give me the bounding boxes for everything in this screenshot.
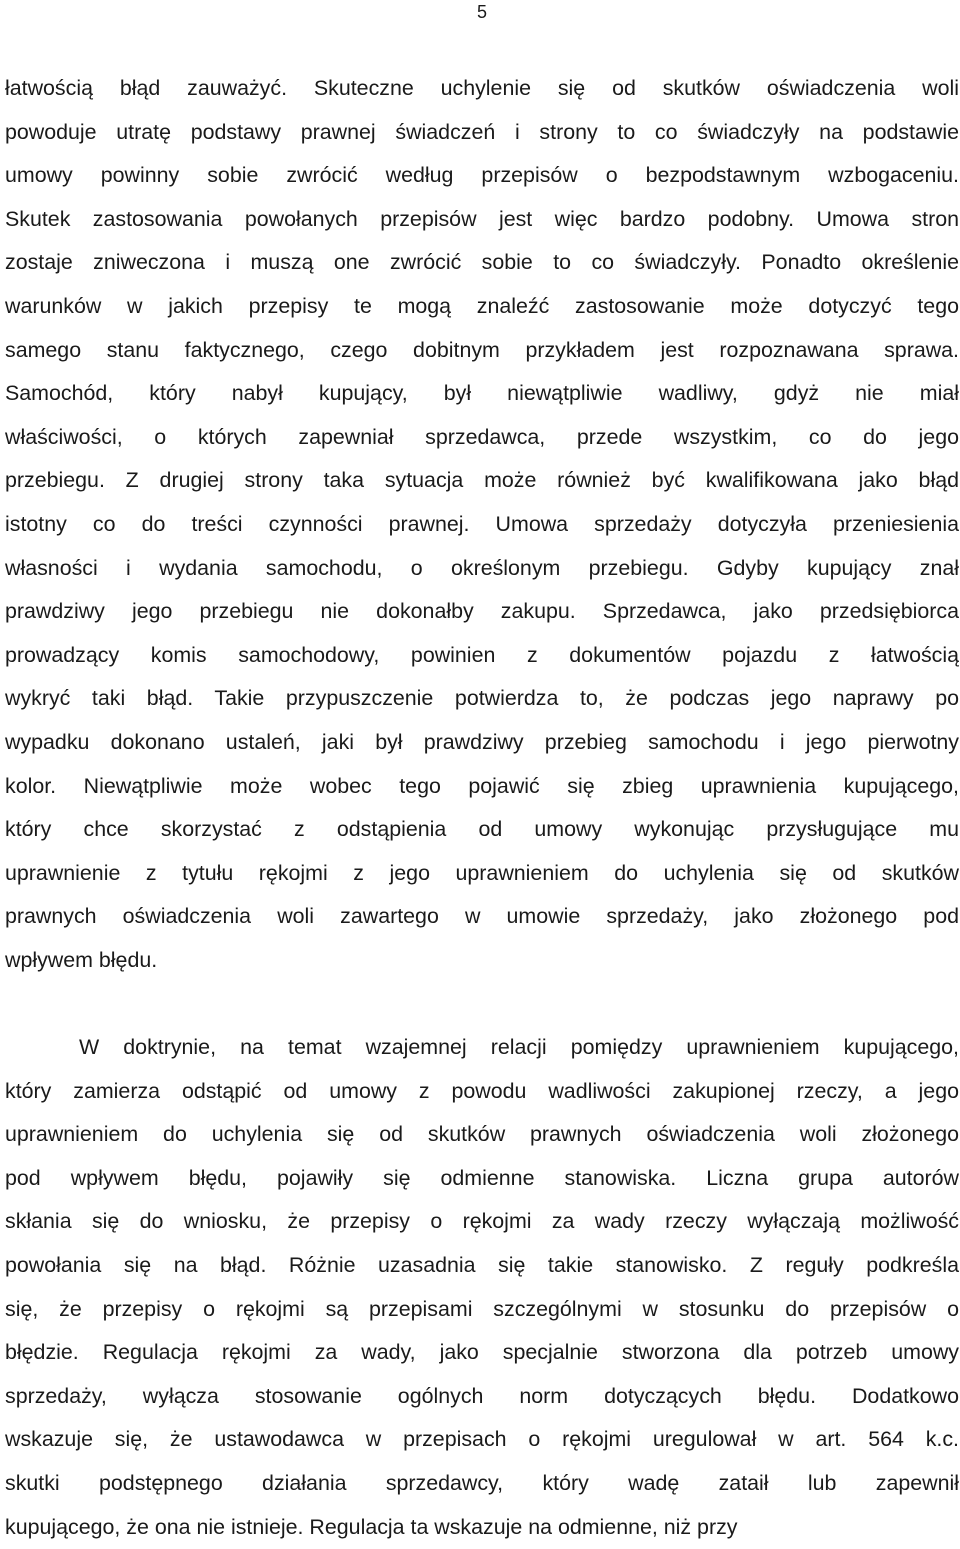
text-line: prawnych oświadczenia woli zawartego w umowie sprzedaży, jako złożonego pod <box>5 904 959 929</box>
text-line: skutki podstępnego działania sprzedawcy, który wadę zataił lub zapewnił <box>5 1471 959 1495</box>
text-line: kupującego, że ona nie istnieje. Regulacja ta wskazuje na odmienne, niż przy <box>5 1514 738 1539</box>
text-line: wykryć taki błąd. Takie przypuszczenie potwierdza to, że podczas jego naprawy po <box>5 686 959 711</box>
page-number: 5 <box>477 2 488 22</box>
text-line: wpływem błędu. <box>5 947 158 972</box>
text-line: istotny co do treści czynności prawnej. Umowa sprzedaży dotyczyła przeniesienia <box>5 511 959 536</box>
text-line: Samochód, który nabył kupujący, był niewątpliwie wadliwy, gdyż nie miał <box>5 381 959 406</box>
text-line: się, że przepisy o rękojmi są przepisami szczególnymi w stosunku do przepisów o <box>5 1296 959 1321</box>
text-line: pod wpływem błędu, pojawiły się odmienne stanowiska. Liczna grupa autorów <box>5 1165 959 1190</box>
text-line: sprzedaży, wyłącza stosowanie ogólnych norm dotyczących błędu. Dodatkowo <box>5 1383 959 1408</box>
text-line: umowy powinny sobie zwrócić według przepisów o bezpodstawnym wzbogaceniu. <box>5 163 959 188</box>
text-line: W doktrynie, na temat wzajemnej relacji pomiędzy uprawnieniem kupującego, <box>79 1035 959 1060</box>
text-line: powoduje utratę podstawy prawnej świadczeń i strony to co świadczyły na podstawie <box>5 119 959 144</box>
text-line: który chce skorzystać z odstąpienia od umowy wykonując przysługujące mu <box>5 817 959 842</box>
text-line: błędzie. Regulacja rękojmi za wady, jako specjalnie stworzona dla potrzeb umowy <box>5 1340 959 1365</box>
text-line: Skutek zastosowania powołanych przepisów jest więc bardzo podobny. Umowa stron <box>5 206 959 231</box>
paragraph <box>5 1026 959 1549</box>
text-line: powołania się na błąd. Różnie uzasadnia się takie stanowisko. Z reguły podkreśla <box>5 1253 959 1278</box>
text-line: uprawnieniem do uchylenia się od skutków prawnych oświadczenia woli złożonego <box>5 1122 959 1147</box>
paragraph-spacer <box>5 982 959 1026</box>
text-line: kolor. Niewątpliwie może wobec tego pojawić się zbieg uprawnienia kupującego, <box>5 773 959 798</box>
text-line: wskazuje się, że ustawodawca w przepisach o rękojmi uregulował w art. 564 k.c. <box>5 1427 959 1452</box>
text-line: własności i wydania samochodu, o określonym przebiegu. Gdyby kupujący znał <box>5 555 959 580</box>
text-line: uprawnienie z tytułu rękojmi z jego uprawnieniem do uchylenia się od skutków <box>5 860 959 885</box>
paragraph <box>5 67 959 982</box>
text-line: który zamierza odstąpić od umowy z powodu wadliwości zakupionej rzeczy, a jego <box>5 1078 959 1103</box>
text-line: skłania się do wniosku, że przepisy o rękojmi za wady rzeczy wyłączają możliwość <box>5 1209 959 1234</box>
text-line: przebiegu. Z drugiej strony taka sytuacja może również być kwalifikowana jako błąd <box>5 468 959 493</box>
document-body <box>5 67 959 1549</box>
text-line: zostaje zniweczona i muszą one zwrócić sobie to co świadczyły. Ponadto określenie <box>5 250 959 275</box>
text-line: prowadzący komis samochodowy, powinien z dokumentów pojazdu z łatwością <box>5 642 959 667</box>
text-line: prawdziwy jego przebiegu nie dokonałby zakupu. Sprzedawca, jako przedsiębiorca <box>5 599 959 624</box>
text-line: samego stanu faktycznego, czego dobitnym przykładem jest rozpoznawana sprawa. <box>5 337 959 362</box>
text-line: wypadku dokonano ustaleń, jaki był prawdziwy przebieg samochodu i jego pierwotny <box>5 729 959 754</box>
text-line: warunków w jakich przepisy te mogą znaleźć zastosowanie może dotyczyć tego <box>5 293 959 318</box>
text-line: łatwością błąd zauważyć. Skuteczne uchylenie się od skutków oświadczenia woli <box>5 76 959 100</box>
text-line: właściwości, o których zapewniał sprzedawca, przede wszystkim, co do jego <box>5 424 959 449</box>
